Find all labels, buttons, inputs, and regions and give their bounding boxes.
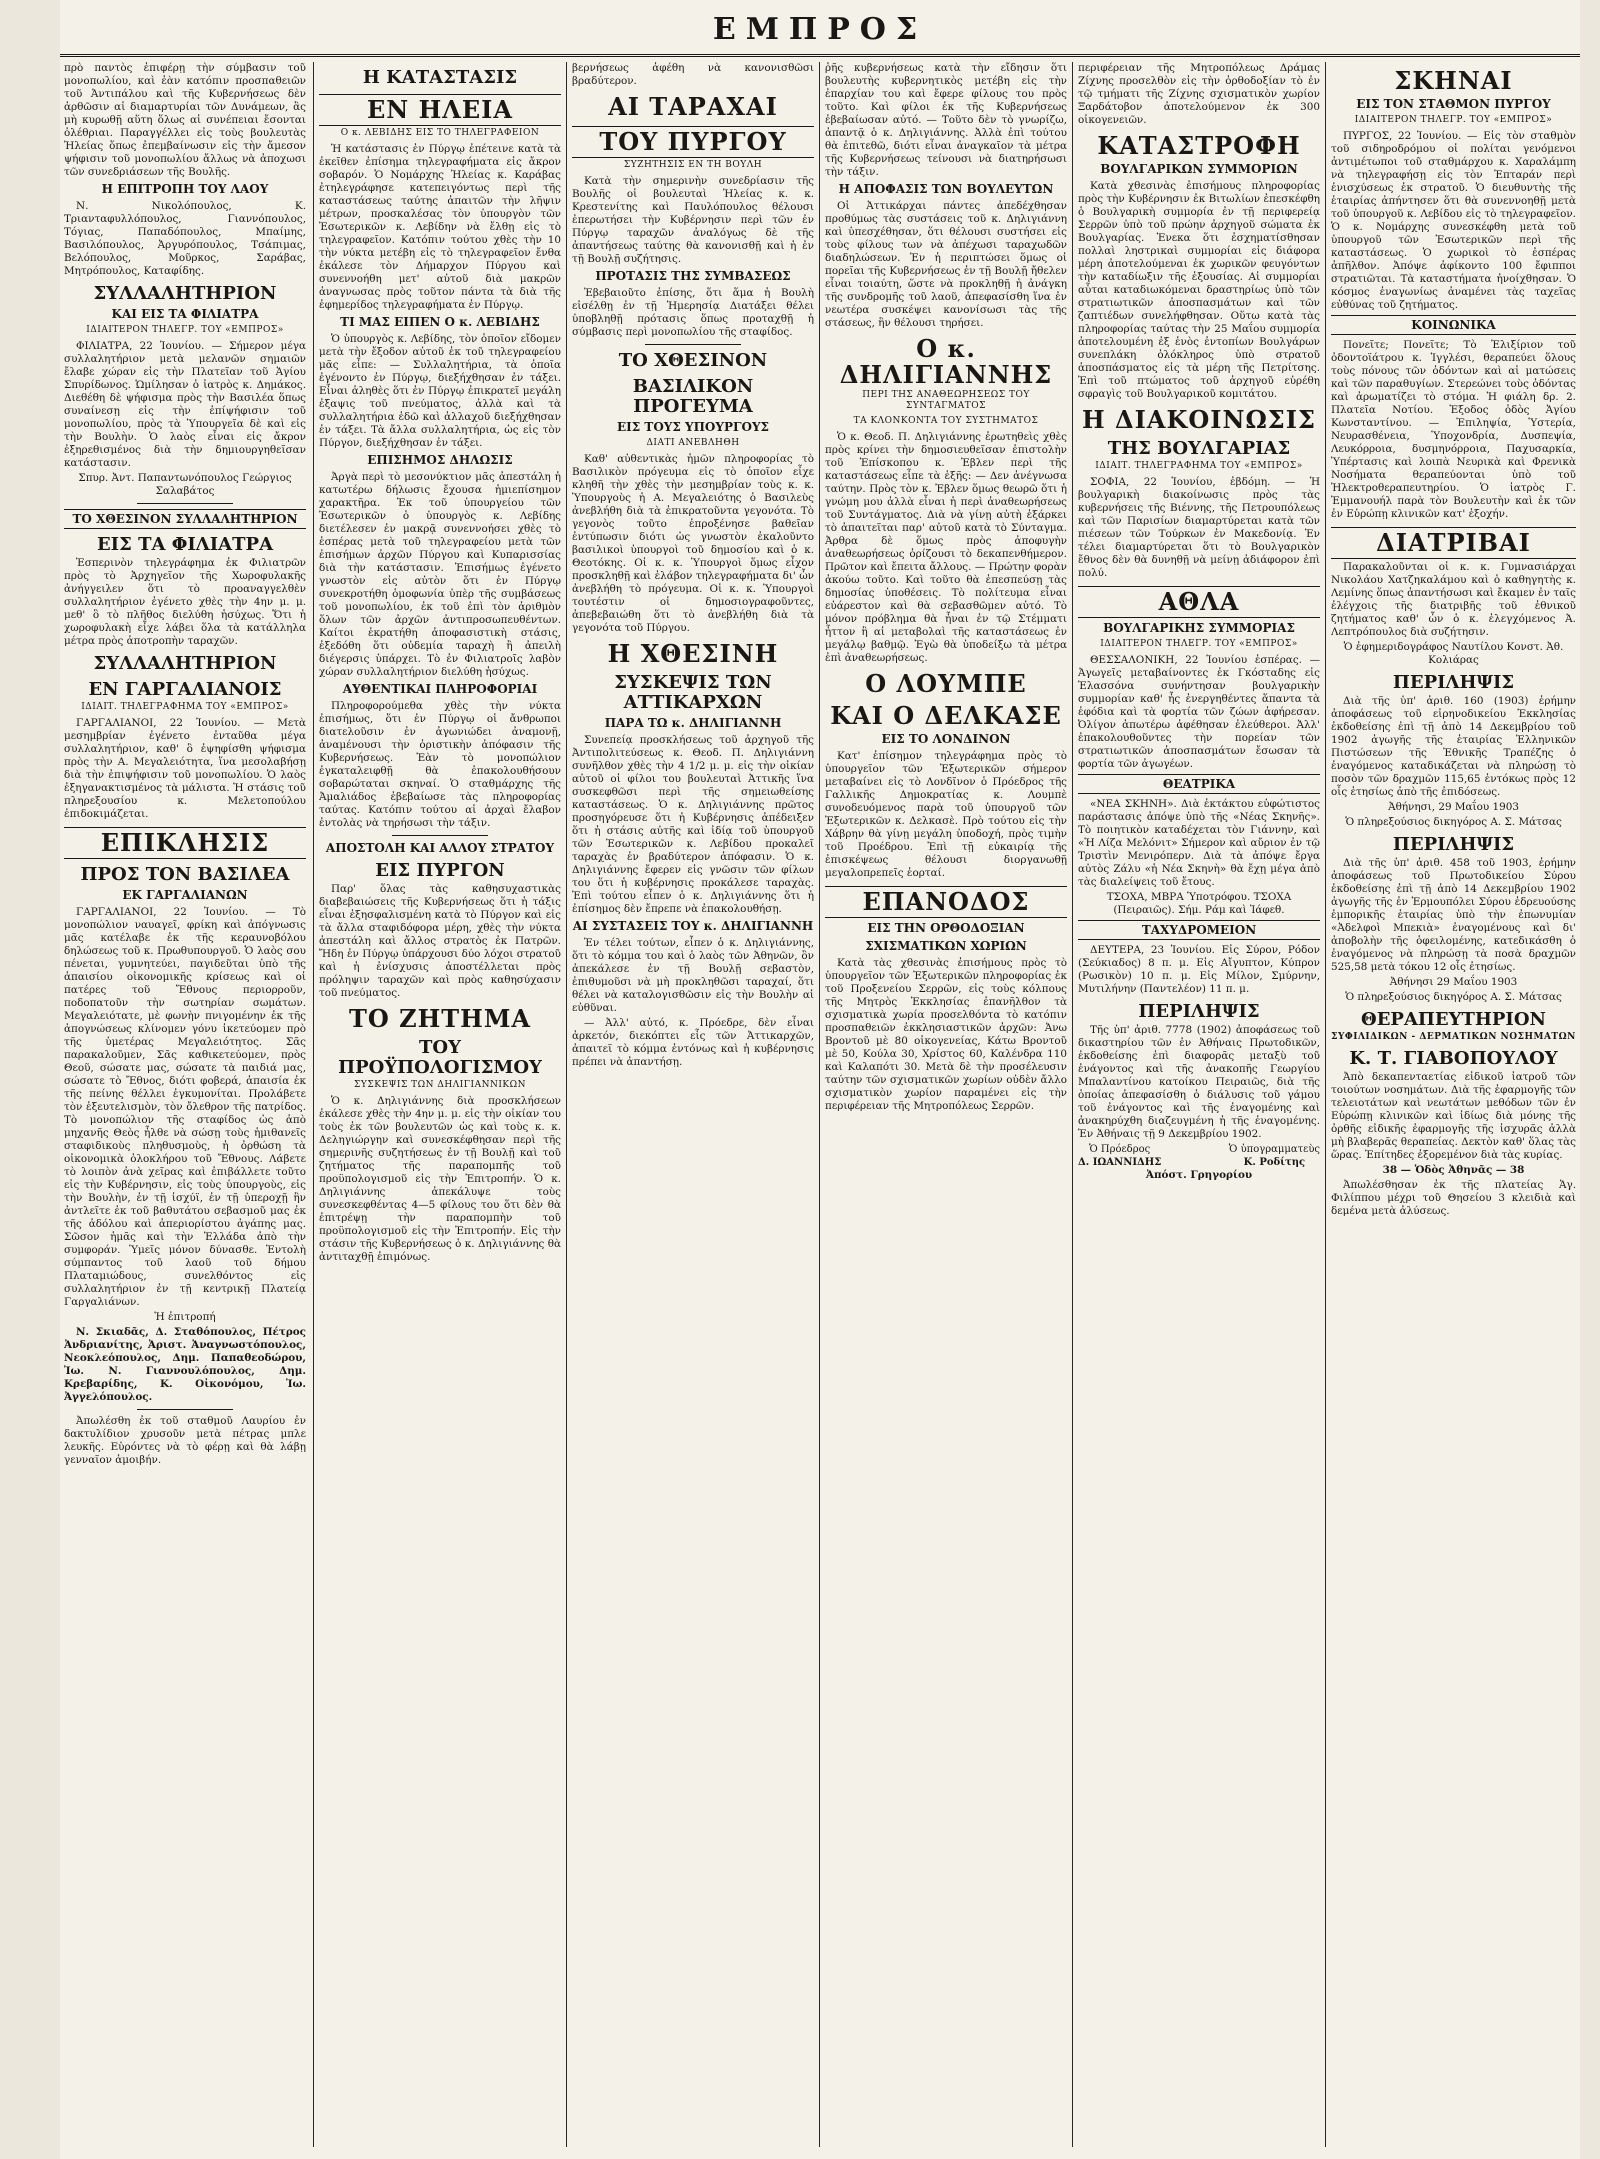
column-5 bbox=[1078, 62, 1320, 2147]
article-text: Κατὰ χθεσινὰς ἐπισήμους πληροφορίας πρὸς τὴν Κυβέρνησιν ἐκ Βιτωλίων ἐπεσκέφθη ὁ Βουλγαρικὴ συμμορία ἐν τῇ περιφερείᾳ Σερρῶν ὑπὸ τοῦ πρώην ἀρχηγοῦ σώματα ἐκ Βουλγαρίας. Ἐνεκα ὅτι ἐσχηματίσθησαν πολλαὶ ληστρικαὶ συμμορίαι εἰς διάφορα μέρη ἀποτελούμεναι ἐκ χωρικῶν φευγόντων τὴν καταδίωξιν τῆς ἐξουσίας. Αἱ συμμορίαι αὗται καταδιωκόμεναι δραστηρίως ὑπὸ τῶν στρατιωτικῶν ἀποσπασμάτων καὶ τῶν ζαπτιέδων συνελήφθησαν. Οὕτω κατὰ τὰς πληροφορίας ταύτας τὴν 25 Μαΐου συμμορία ἀποτελουμένη ἐξ ἑνὸς ἐντοπίων Βουλγάρων συνεπλάκη ὁλόκληρος ὑπὸ στρατοῦ ἀποσπάσματος εἰς τὰ μέρη τῆς Πετρίτσης. Ἐπὶ τοῦ πτώματος τοῦ ἀρχηγοῦ εὑρέθη σφραγὶς τοῦ Βουλγαρικοῦ κομιτάτου. bbox=[1078, 180, 1320, 400]
article-text: ΘΕΣΣΑΛΟΝΙΚΗ, 22 Ἰουνίου ἑσπέρας. — Ἀγωγεῖς μεταβαίνοντες ἐκ Γκόσταδης εἰς Ἐλασσόνα συνήντησαν βουλγαρικὴν συμμορίαν καθ' ἧς ἐνεργηθέντες ἅπαντα τὰ ἐφόδια καὶ τὰ φορτία τῶν ζώων ἀφήρεσαν. Ὀλίγον ἀπωτέρω ἀφέθησαν ἐλεύθεροι. Ἀλλ' ἐπακολουθοῦντες τὴν πορείαν τῶν στρατιωτικῶν ἀποσπασμάτων ἔσωσαν τὰ φορτία τῶν ἀγωγέων. bbox=[1078, 654, 1320, 770]
article-text: περιφέρειαν τῆς Μητροπόλεως Δράμας Ζίχνης προσελθὸν εἰς τὴν ὀρθοδοξίαν τὸ ἐν τῷ τμήματι τῆς Ζίχνης σχισματικὸν χωρίον Ξαρδάτοβον ἀποτελούμενον ἐκ 300 οἰκογενειῶν. bbox=[1078, 62, 1320, 126]
headline-taraxai: ΑΙ ΤΑΡΑΧΑΙ bbox=[608, 92, 778, 121]
article-text: Ἀργὰ περὶ τὸ μεσονύκτιον μᾶς ἀπεστάλη ἡ κατωτέρω δήλωσις ἔχουσα ἡμιεπίσημον χαρακτῆρα. Ἐκ τοῦ ὑπουργείου τῶν Ἐσωτερικῶν ὁ ὑπουργὸς κ. Λεβίδης διετέλεσεν ἐν μακρᾷ συνεννοήσει χθὲς τὸ ἑσπέρας μετὰ τοῦ τηλεγραφείου μετὰ τῶν ἐπισήμων ἀρχῶν Πύργου καὶ Κυπαρισσίας διὰ τὴν κατάστασιν. Ἐπισήμως ἐγένετο γνωστὸν εἰς αὐτὸν ὅτι ἐν Πύργῳ συνεκροτήθη ὁμοφωνία ὑπὲρ τῆς συμβάσεως τοῦ μονοπωλίου, ἐκ τοῦ ἐπὶ τὸν ἀριθμὸν ὅλων τῶν ἀρχῶν ἀντιπροσωπευθέντων. Καίτοι ἐκρατήθη ἀποφασιστικὴ στάσις, ἐξεδόθη ὅτι οὐδεμία ταραχὴ ἢ ἀπειλὴ διέγερσις ὑπάρχει. Τὸ ἐν Φιλιατροῖς λαβὸν χώραν συλλαλητήριον διελύθη ἡσύχως. bbox=[319, 471, 561, 678]
telegram-subhead: ΙΔΙΑΙΤΕΡΟΝ ΤΗΛΕΓΡ. ΤΟΥ «ΕΜΠΡΟΣ» bbox=[1354, 115, 1553, 125]
article-text: Ἐβεβαιοῦτο ἐπίσης, ὅτι ἅμα ἡ Βουλὴ εἰσέλθῃ ἐν τῇ Ἡμερησίᾳ Διατάξει θέλει ὑποβληθῇ πρότασις ὅπως προταχθῇ ἡ σύμβασις περὶ μονοπωλίου τῆς σταφίδος. bbox=[572, 287, 814, 338]
article-text: Διὰ τῆς ὑπ' ἀριθ. 458 τοῦ 1903, ἐρήμην ἀποφάσεως τοῦ Πρωτοδικείου Σύρου ἐκδοθείσης ἐπὶ τῇ ἀπὸ 14 Δεκεμβρίου 1902 ἀγωγῆς τῆς ἐν Ἑρμουπόλει Σύρου ἐδρευούσης ἐμπορικῆς ἑταιρίας ὑπὸ τὴν ἐπωνυμίαν «Ἀδελφοὶ Μπεκιὰ» ἐναγομένους καὶ δι' ἀποβολὴν τῆς ὁφειλομένης, κατεδικάσθη ὁ ἐναγόμενος νὰ πληρώσῃ τὰ ποσὰ δραχμῶν 525,58 μετὰ τόκου 12 οἷς ἐτησίως. bbox=[1331, 857, 1576, 973]
signature: Ν. Σκιαδᾶς, Δ. Σταθόπουλος, Πέτρος Ἀνδριανίτης, Ἀριστ. Ἀναγνωστόπουλος, Νεοκλεόπουλος, Δημ. Παπαθεοδώρου, Ἰω. Ν. Γιαννουλόπουλος, Δημ. Κρεβαρίδης, Κ. Οἰκονόμου, Ἰω. Ἀγγελόπουλος. bbox=[64, 1326, 306, 1403]
article-text: Ἑσπερινὸν τηλεγράφημα ἐκ Φιλιατρῶν πρὸς τὸ Ἀρχηγεῖον τῆς Χωροφυλακῆς ἀνήγγειλεν ὅτι τὸ προαναγγελθὲν συλλαλητήριον ἐγένετο χθὲς τὴν 4ην μ. μ. μεθ' ὃ τὸ πλῆθος διελύθη ἡσύχως. Ὅτι ἡ χωροφυλακὴ εἶχε λάβει ὅλα τὰ κατάλληλα μέτρα πρὸς ἀποτροπὴν ταραχῶν. bbox=[64, 557, 306, 647]
headline-diligiannis: Ο κ. ΔΗΛΙΓΙΑΝΝΗΣ bbox=[839, 334, 1053, 389]
headline-gargalianoi: ΕΝ ΓΑΡΓΑΛΙΑΝΟΙΣ bbox=[88, 679, 282, 700]
headline-athla: ΑΘΛΑ bbox=[1078, 586, 1320, 618]
article-text: Ἐν τέλει τούτων, εἶπεν ὁ κ. Δηλιγιάννης, ὅτι τὸ κόμμα του καὶ ὁ λαὸς τῶν Ἀθηνῶν, ὃν ἀπεκάλεσε ἐν τῇ Βουλῇ σεβαστὸν, ἐπιθυμοῦσι νὰ μὴ προκληθῶσι ταραχαί, ὅτι θέλει νὰ καταλογισθῶσιν εἰς τὴν Βουλὴν αἱ εὐθῦναι. bbox=[572, 937, 814, 1014]
headline-chthesini: Η ΧΘΕΣΙΝΗ bbox=[607, 639, 779, 668]
signature-block bbox=[1078, 1143, 1320, 1169]
headline-vasilikon-progeuma: ΒΑΣΙΛΙΚΟΝ ΠΡΟΓΕΥΜΑ bbox=[632, 376, 754, 417]
headline-proypologismou: ΤΟΥ ΠΡΟΫΠΟΛΟΓΙΣΜΟΥ bbox=[338, 1037, 542, 1078]
committee-title: Η ΕΠΙΤΡΟΠΗ ΤΟΥ ΛΑΟΥ bbox=[101, 182, 269, 196]
newspaper-title: ΕΜΠΡΟΣ bbox=[712, 12, 928, 47]
headline-diakoinosis: Η ΔΙΑΚΟΙΝΩΣΙΣ bbox=[1082, 405, 1316, 434]
headline-en-ileia: ΕΝ ΗΛΕΙΑ bbox=[319, 94, 561, 126]
column-rule bbox=[819, 62, 820, 2147]
theatre-list: ΤΣΟΧΑ, ΜΒΡΑ Ὑποτρόφου. ΤΣΟΧΑ (Πειραιῶς). Σήμ. Ράμ καὶ Ἰάφεθ. bbox=[1106, 891, 1292, 916]
signature-name: Δ. ΙΩΑΝΝΙΔΗΣ bbox=[1078, 1157, 1162, 1168]
signature-title: Ὁ ὑπογραμματεὺς bbox=[1228, 1144, 1320, 1155]
headline-symmorias: ΒΟΥΛΓΑΡΙΚΗΣ ΣΥΜΜΟΡΙΑΣ bbox=[1103, 621, 1295, 635]
signature-title: Ἡ ἐπιτροπή bbox=[154, 1311, 216, 1323]
article-text: Παρακαλοῦνται οἱ κ. κ. Γυμνασιάρχαι Νικολάου Χατζηκαλάμου καὶ ὁ καθηγητὴς κ. Λεμίνης ὅπως ἀπαντήσωσι καὶ ἔκαμεν ἐν ταῖς ἐλέγχοις τῆς διατριβῆς τοῦ ἐθνικοῦ ζητήματος καθ' ὧν ὁ κ. ἐλεγχόμενος Ἀ. Λεπτρόπουλος διὰ συζήτησιν. bbox=[1331, 561, 1576, 638]
headline-syllalitirion: ΣΥΛΛΑΛΗΤΗΡΙΟΝ bbox=[93, 283, 277, 304]
headline-taxydromeion: ΤΑΧΥΔΡΟΜΕΙΟΝ bbox=[1078, 920, 1320, 940]
article-text: Καθ' αὐθεντικὰς ἡμῶν πληροφορίας τὸ Βασιλικὸν πρόγευμα εἰς τὸ ὁποῖον εἶχε κληθῆ τὴν χθὲς τὴν μεσημβρίαν τοὺς κ. κ. Ὑπουργοὺς ἡ Α. Μεγαλειότης ὁ Βασιλεὺς ἀνεβλήθη διὰ τὰ ἐπικρατοῦντα γεγονότα. Τὸ γεγονὸς τοῦτο ἐπροξένησε βαθεῖαν ἐντύπωσιν διότι ὡς γνωστὸν ἐκαλοῦντο βασιλικοὶ ὑπουργοὶ τοῦ δημοσίου καὶ ὁ κ. Θεοτόκης. Οἱ κ. κ. Ὑπουργοὶ ὅμως εἶχον προσκληθῇ καὶ ἐλάβον τηλεγραφήματα δι' ὧν ἀνεβλήθη τὸ πρόγευμα. Οἱ κ. κ. Ὑπουργοὶ τουτέστιν οἱ δημοσιογραφοῦντες, ἀπεβεβαιώθη ὅτι τὸ ἀνεβλήθη διὰ τὰ γεγονότα τοῦ Πύργου. bbox=[572, 453, 814, 634]
headline-voulgarikon: ΒΟΥΛΓΑΡΙΚΩΝ ΣΥΜΜΟΡΙΩΝ bbox=[1100, 162, 1298, 176]
headline-katastrofi: ΚΑΤΑΣΤΡΟΦΗ bbox=[1097, 131, 1301, 160]
headline-tou-pyrgou: ΤΟΥ ΠΥΡΓΟΥ bbox=[572, 126, 814, 158]
article-text: Ὁ κ. Θεοδ. Π. Δηλιγιάννης ἐρωτηθεὶς χθὲς πρὸς κρίνει τὴν δημοσιευθεῖσαν ἐπιστολὴν τοῦ Ἐπίσκοπου κ. Ἐβλεν περὶ τῆς καταστάσεως εἶπε τὰ ἑξῆς: — Δεν ἀνέγνωσα ταύτην. Πρὸς τὸν κ. Ἐβλεν ὅμως θεωρῶ ὅτι ἡ γνώμη μου ἀλλὰ εἶναι ἡ περὶ ἀναθεωρήσεως τοῦ Συντάγματος. Διὰ νὰ γίνῃ αὐτὴ ἐξάρκει τὸ ἀπαιτεῖται παρ' αὐτοῦ κατὰ τὸ Σύνταγμα. Ἀρθρα δὲ ὅμως πρὸς ἀποφυγὴν ἀναθεωρήσεως ὁρίζουσι τὸ δεκαπενθήμερον. Πρῶτον καὶ ἔπειτα ἄλλους. — Πρώτην φορὰν ἀκούω τοῦτο. Καὶ τοῦτο θὰ ἐπεσπεύσῃ τὰς δημοσίας ὑποθέσεις. Τὸ πολίτευμα εἶναι εὐάρεστον καὶ θὰ σεβασθῶμεν αὐτό. Τὸ μόνον πρόβλημα θὰ ἦναι ἐν τῷ Στέμματι ἧττον ἢ αἱ μεταβολαὶ τῆς καταστάσεως ἐν μεγάλῳ βαθμῷ. Ἐγὼ θὰ ὑποδείξω τὰ μέτρα ἐπὶ ἀναθεωρήσεως. bbox=[825, 431, 1067, 664]
headline-apostoli: ΑΠΟΣΤΟΛΗ ΚΑΙ ΑΛΛΟΥ ΣΤΡΑΤΟΥ bbox=[325, 841, 555, 855]
divider bbox=[137, 1409, 234, 1410]
headline-systaseis: ΑΙ ΣΥΣΤΑΣΕΙΣ ΤΟΥ κ. ΔΗΛΙΓΙΑΝΝΗ bbox=[572, 919, 814, 933]
telegram-subhead: ΙΔΙΑΙΤ. ΤΗΛΕΓΡΑΦΗΜΑ ΤΟΥ «ΕΜΠΡΟΣ» bbox=[81, 702, 289, 712]
article-text: — Ἀλλ' αὐτό, κ. Πρόεδρε, δὲν εἶναι ἀρκετόν, διεκόπτει εἷς τῶν Ἀττικαρχῶν, ἀπαιτεῖ τὸ κόμμα ἐντόνως καὶ ἡ κυβέρνησις πρέπει νὰ ἀπαντήσῃ. bbox=[572, 1017, 814, 1068]
headline-voulgarias: ΤΗΣ ΒΟΥΛΓΑΡΙΑΣ bbox=[1107, 438, 1291, 459]
headline-authentikai: ΑΥΘΕΝΤΙΚΑΙ ΠΛΗΡΟΦΟΡΙΑΙ bbox=[342, 682, 538, 696]
signature: Ἀπόστ. Γρηγορίου bbox=[1145, 1169, 1253, 1181]
telegram-subhead: ΙΔΙΑΙΤ. ΤΗΛΕΓΡΑΦΗΜΑ ΤΟΥ «ΕΜΠΡΟΣ» bbox=[1095, 461, 1303, 471]
masthead bbox=[60, 8, 1580, 54]
committee-names: Ν. Νικολόπουλος, Κ. Τριανταφυλλόπουλος, Γιαννόπουλος, Τόγιας, Παπαδόπουλος, Μπαίμης, Βασιλόπουλος, Ἀργυρόπουλος, Τσάπιμας, Βελόπουλος, Μοῦρκος, Σαράβας, Μητρόπουλος, Καταφίδης. bbox=[64, 200, 306, 277]
signature: Ὁ ἐφημεριδογράφος Ναυτίλου Κονστ. Ἀθ. Κολιάρας bbox=[1343, 641, 1564, 666]
headline-epanodos: ΕΠΑΝΟΔΟΣ bbox=[825, 886, 1067, 918]
headline-ypourgous: ΕΙΣ ΤΟΥΣ ΥΠΟΥΡΓΟΥΣ bbox=[617, 420, 769, 434]
headline-pros-vasilea: ΠΡΟΣ ΤΟΝ ΒΑΣΙΛΕΑ bbox=[80, 864, 290, 885]
article-text: ΠΥΡΓΟΣ, 22 Ἰουνίου. — Εἰς τὸν σταθμὸν τοῦ σιδηροδρόμου οἱ πολίται γενόμενοι ἀντιμέτωποι τοῦ σταθμάρχου κ. Χαραλάμπη νὰ τηλεγραφήσῃ εἰς τὸν Ἐπταράν περὶ ἐνισχύσεως ἐκ στρατοῦ. Ὁ διευθυντὴς τῆς ἑταιρίας ἀπήντησεν ὅτι θὰ συνεννοηθῇ μετὰ τοῦ ὑπουργοῦ κ. Λεβίδου εἰς τὸ τηλεγραφεῖον. Ὁ κ. Νομάρχης συνεσκέφθη μετὰ τοῦ ὑπουργοῦ τῶν Ἐσωτερικῶν περὶ τῆς καταστάσεως. Ὁ χωρικοὶ τὸ ἐσπέρας ἀπῆλθον. Ἀπόψε ἀφίκοντο 100 ἔφιπποι στρατιῶται. Τὰ καταστήματα ἠνοίχθησαν. Ὁ κόσμος ἐναγωνίως ἀναμένει τὰς ταχεῖας εὐθύνας τοῦ ζητήματος. bbox=[1331, 130, 1576, 311]
classified-ad: Ἀπωλέσθησαν ἐκ τῆς πλατείας Ἁγ. Φιλίππου μέχρι τοῦ Θησείου 3 κλειδιὰ καὶ δεμένα μετὰ ἀλύσεως. bbox=[1331, 1179, 1576, 1217]
signature: Ὁ πληρεξούσιος δικηγόρος Α. Σ. Μάτσας bbox=[1345, 816, 1562, 828]
headline-schismatikon: ΣΧΙΣΜΑΤΙΚΩΝ ΧΩΡΙΩΝ bbox=[865, 939, 1027, 953]
subhead: ΣΥΣΚΕΨΙΣ ΤΩΝ ΔΗΛΙΓΙΑΝΝΙΚΩΝ bbox=[354, 1080, 526, 1090]
article-text: πρὸ παντὸς ἐπιφέρῃ τὴν σύμβασιν τοῦ μονοπωλίου, καὶ ἐὰν κατόπιν προσπαθειῶν τοῦ Ἀντιπάλου καὶ τῆς Κυβερνήσεως δὲν ἀρθῶσιν αἱ διαμαρτυρίαι τῶν Δυνάμεων, ἂς μὴ κυρωθῇ αὕτη ὅλως αἱ συνέπειαι ἔσονται ὀλέθριαι. Παραγγέλλει εἰς τοὺς βουλευτὰς Ἠλείας ὅπως ἐπεμβαίνωσιν εἰς τὴν ἄμεσον ψήφισιν τοῦ μονοπωλίου ἄλλως νὰ ἀποχωσι τῶν συνεδριάσεων τῆς Βουλῆς. bbox=[64, 62, 306, 178]
headline-skinai: ΣΚΗΝΑΙ bbox=[1394, 66, 1513, 95]
signature-name: Κ. Ροδίτης bbox=[1243, 1157, 1306, 1168]
article-text: Κατὰ τὰς χθεσινὰς ἐπισήμους πρὸς τὸ ὑπουργεῖον τῶν Ἐξωτερικῶν πληροφορίας ἐκ τοῦ Προξενείου Σερρῶν, εἰς τοὺς κόλπους τῆς Μητρὸς Ἐκκλησίας ἐπανῆλθον τὰ σχισματικὰ χωρία προσελθόντα τὸ κατόπιν προσπαθειῶν ἐκκλησιαστικῶν ἀρχῶν: Ἀνω Βροντοῦ μὲ 80 οἰκογενείας, Κάτω Βροντοῦ μὲ 50, Κούλα 30, Χρίστος 60, Καλένδρα 110 καὶ Καλαπότι 30. Μετὰ δὲ τὴν προσέλευσιν ταύτην τῶν σχισματικῶν χωρίων οὐδὲν ἄλλο σχισματικὸν χωρίον παραμένει εἰς τὴν περιφέρειαν τῆς Μητροπόλεως Σερρῶν. bbox=[825, 957, 1067, 1112]
article-text: «ΝΕΑ ΣΚΗΝΗ». Διὰ ἐκτάκτου εὐφώτιστος παράστασις ἀπόψε ὑπὸ τῆς «Νέας Σκηνῆς». Τὸ ποιητικὸν καταδέχεται τὸν Γιάννην, καὶ «Ἡ Λίζα Μελόνιτ» Σήμερον καὶ αὔριον ἐν τῷ Τριστὶν Μενιρόπερν. Διὰ τὰ ἀπόψε ἔργα αὐτὸς Ζάλυ «ἡ Νέα Σκηνὴ» θὰ ἔχῃ μέγα ἀπὸ τὰς διαλείψεις τοῦ ἔτους. bbox=[1078, 798, 1320, 888]
signature-title: Ὁ Πρόεδρος bbox=[1089, 1144, 1151, 1155]
telegram-subhead: ΙΔΙΑΙΤΕΡΟΝ ΤΗΛΕΓΡ. ΤΟΥ «ΕΜΠΡΟΣ» bbox=[86, 325, 284, 335]
article-text: ΓΑΡΓΑΛΙΑΝΟΙ, 22 Ἰουνίου. — Τὸ μονοπώλιον ναυαγεῖ, φρίκη καὶ ἀπόγνωσις μᾶς κατέλαβε ἐκ τῆς κεραυνοβόλου δηλώσεως τοῦ κ. Πρωθυπουργοῦ. Ὁ λαὸς σου πένεται, γυμνητεύει, παγιδεῦται ὑπὸ τῆς ἀπαισίου οἰκονομικῆς κρίσεως καὶ οἱ πατέρες τοῦ Ἔθνους περιορροῦν, ποδοπατοῦν τὴν σωτηρίαν σωμάτων. Μεγαλειότατε, μὲ φωνὴν πνιγομένην ἐκ τῆς ἀπογνώσεως κλίνομεν γόνυ ἱκετεύομεν πρὸ τῆς ὑμετέρας Μεγαλειότητος. Σᾶς παρακαλοῦμεν, Σᾶς καθικετεύομεν, πρὸς Θεοῦ, σώσατε μας, σώσατε τὰ παιδιά μας, σώσατε τὸ Ἔθνος, διότι φοβερά, ἀπαισία ἐκ τῆς πείνης θέλλει ἐγκυμονίται. Προλάβετε τὸν ἐξευτελισμὸν, τὸν ὄλεθρον τῆς πατρίδος. Τὸ μονοπώλιον τῆς σταφίδος ὡς ἀπὸ μηχανῆς Θεὸς ἦλθε νὰ σώσῃ τοὺς ἡμιθανεῖς σταφιδικοὺς πληθυσμοὺς, ἡ ὀρθώση τὰ οἰκονομικὰ ὁλοκλήρου τοῦ Ἔθνους. Λάβετε τὸ λοιπὸν ἀνὰ χεῖρας καὶ ἐπιβάλλετε τοῦτο εἰς τὴν Κυβέρνησιν, εἰς τοὺς ὑπουργοὺς, εἰς τὴν Βουλὴν, ἐν τῇ ἰσχύϊ, ἐν τῇ ὑπεροχῇ ἢν ἀντλεῖτε ἐκ τοῦ βαθυτάτου σεβασμοῦ μας ἐκ τῆς ἀδόλου καὶ ἀπεριορίστου ἀγάπης μας. Σῶσον ἡμᾶς καὶ τὴν Ἑλλάδα ἀπὸ τὴν συμφοράν. Ὑμεῖς μόνον δύνασθε. Ἐντολὴ σύμπαντος τοῦ λαοῦ τοῦ δήμου Πλαταμιώδους, συνελθόντος εἰς συλλαλητήριον ἐν τῇ κεντρικῇ Πλατείᾳ Γαργαλιάνων. bbox=[64, 906, 306, 1308]
column-rule bbox=[1325, 62, 1326, 2147]
headline-protasis: ΠΡΟΤΑΣΙΣ ΤΗΣ ΣΥΜΒΑΣΕΩΣ bbox=[595, 269, 791, 283]
subhead: ΤΑ ΚΛΟΝΚΟΝΤΑ ΤΟΥ ΣΥΣΤΗΜΑΤΟΣ bbox=[853, 416, 1039, 426]
headline-chthesinon: ΤΟ ΧΘΕΣΙΝΟΝ ΣΥΛΛΑΛΗΤΗΡΙΟΝ bbox=[64, 509, 306, 529]
headline-levidis: ΤΙ ΜΑΣ ΕΙΠΕΝ Ο κ. ΛΕΒΙΔΗΣ bbox=[340, 315, 540, 329]
column-rule bbox=[566, 62, 567, 2147]
article-text: Ὁ ὑπουργὸς κ. Λεβίδης, τὸν ὁποῖον εἴδομεν μετὰ τὴν ἔξοδον αὐτοῦ ἐκ τοῦ τηλεγραφείου μᾶς εἶπε: — Συλλαλητήρια, τὰ ὁποῖα ἐγένοντο ἐν Πύργῳ, διεξήχθησαν ἐν τάξει. Εἶναι ἀληθὲς ὅτι ἐν Πύργῳ ἐπικρατεῖ μεγάλη ἐξαψις τοῦ πνεύματος, ἀλλὰ καὶ τὰ συλλαλητήρια ἐδῶ καὶ ἀλλαχοῦ διεξήχθησαν ἐν τάξει. Τὰ ἄλλα συλλαλητήρια, ὡς εἰς τὸν Πύργον, διεξήχθησαν ἐν τάξει. bbox=[319, 333, 561, 449]
article-text: ΔΕΥΤΕΡΑ, 23 Ἰουνίου. Εἰς Σύρον, Ρόδον (Σεύκιαδος) 8 π. μ. Εἰς Αἴγυπτον, Κύπρον (Ρωσικὸν) 10 π. μ. Εἰς Μίλον, Σμύρνην, Μυτιλήνην (Παντελέον) 11 π. μ. bbox=[1078, 944, 1320, 995]
newspaper-page bbox=[60, 0, 1580, 2159]
headline-loumpe: Ο ΛΟΥΜΠΕ bbox=[865, 669, 1027, 698]
headline-filiatra-2: ΕΙΣ ΤΑ ΦΙΛΙΑΤΡΑ bbox=[96, 534, 274, 555]
subhead: Ο κ. ΛΕΒΙΔΗΣ ΕΙΣ ΤΟ ΤΗΛΕΓΡΑΦΕΙΟΝ bbox=[340, 128, 540, 138]
column-rule bbox=[313, 62, 314, 2147]
masthead-rule bbox=[60, 54, 1580, 57]
headline-perilipsis: ΠΕΡΙΛΗΨΙΣ bbox=[1138, 1001, 1260, 1022]
headline-apofasis: Η ΑΠΟΦΑΣΙΣ ΤΩΝ ΒΟΥΛΕΥΤΩΝ bbox=[838, 182, 1054, 196]
column-rule bbox=[1072, 62, 1073, 2147]
headline-katastasis: Η ΚΑΤΑΣΤΑΣΙΣ bbox=[362, 67, 518, 88]
headline-londinon: ΕΙΣ ΤΟ ΛΟΝΔΙΝΟΝ bbox=[881, 732, 1011, 746]
article-text: Κατ' ἐπίσημον τηλεγράφημα πρὸς τὸ ὑπουργεῖον τῶν Ἐξωτερικῶν σήμερον μεταβαίνει εἰς τὸ Λονδῖνον ὁ Πρόεδρος τῆς Γαλλικῆς Δημοκρατίας κ. Λουμπὲ συνοδευόμενος παρὰ τοῦ ὑπουργοῦ τῶν Ἐξωτερικῶν κ. Δελκασὲ. Πρὸ τούτου εἰς τὴν Χάβρην θὰ γίνῃ μεγάλη ὑποδοχή, πρὸς τιμὴν τοῦ Προέδρου. Ἐπὶ τῇ εὐκαιρίᾳ τῆς ἐπισκέψεως θέλουσι διοργανωθῇ μεγαλοπρεπεῖς ἑορταί. bbox=[825, 750, 1067, 879]
divider bbox=[645, 344, 742, 345]
headline-episimos-dilosis: ΕΠΙΣΗΜΟΣ ΔΗΛΩΣΙΣ bbox=[367, 453, 513, 467]
article-text: ΦΙΛΙΑΤΡΑ, 22 Ἰουνίου. — Σήμερον μέγα συλλαλητήριον μετὰ μελανῶν σημαιῶν ἔλαβε χώραν εἰς τὴν Πλατεῖαν τοῦ Ἁγίου Σπυρίδωνος. Ὡμίλησαν ὁ ἰατρὸς κ. Δημάκος. Διεθέθη δὲ ψήφισμα πρὸς τὴν Βασιλέα ὅπως συναίνεσῃ εἰς τὴν ἐπίψήφισιν τοῦ μονοπωλίου, πρὸς τὰ Ὑπουργεῖα δὲ καὶ εἰς τὴν Βουλὴν. Ὁ λαὸς εἶναι εἰς ἄκρον ἐξηρεθισμένος διὰ τὴν δημιουργηθεῖσαν κατάστασιν. bbox=[64, 340, 306, 469]
article-text: Συνεπείᾳ προσκλήσεως τοῦ ἀρχηγοῦ τῆς Ἀντιπολιτεύσεως κ. Θεοδ. Π. Δηλιγιάννη συνῆλθον χθὲς τὴν 4 1/2 μ. μ. εἰς τὴν οἰκίαν αὐτοῦ οἱ φίλοι του βουλευταὶ Ἀττικῆς ἵνα συσκεφθῶσι περὶ τῆς σημειωθείσης καταστάσεως. Ὁ κ. Δηλιγιάννης πρῶτος προσηγόρευσε ὅτι ἡ Κυβέρνησις ἀπέδειξεν ὅτι ἡ στάσις αὐτῆς καὶ ἰδίᾳ τοῦ ὑπουργοῦ τῶν Ἐσωτερικῶν κ. Λεβίδου προκαλεῖ ταραχὰς ἐν βραδύτερον ἀπόφασιν. Ὁ κ. Δηλιγιάννης ἔφερεν εἰς γνῶσιν τῶν φίλων του ὅτι ἡ κυβέρνησις προκάλεσε ταραχὰς. Ἐπὶ τούτου εἶπεν ὁ κ. Δηλιγιάννης ὅτι ἡ ἐπίσημος δὲν ἔπρεπε νὰ ἐπακολουθήσῃ. bbox=[572, 734, 814, 915]
article-text: Ἡ κατάστασις ἐν Πύργῳ ἐπέτεινε κατὰ τὰ ἐκεῖθεν ἐπίσημα τηλεγραφήματα εἰς ἄκρον σοβαρόν. Ὁ Νομάρχης Ἠλείας κ. Καράβας ἐτηλεγράφησε κατεπειγόντως περὶ τῆς καταστάσεως ταύτης ἀπαιτῶν τὴν λῆψιν μέτρων, προσκαλέσας τὸν ὑπουργὸν τῶν Ἐσωτερικῶν κ. Λεβίδην νὰ ἔλθῃ εἰς τὸ τηλεγραφεῖον. Κατόπιν τούτου χθὲς τὴν 10 τὴν νύκτα μετέβη εἰς τὸ τηλεγραφεῖον ἔνθα ἐκάλεσε τὸν Δήμαρχον Πύργου καὶ συνεννοήθη μετ' αὐτοῦ διὰ μακρῶν ἀναγνωσας πρὸς τοῦτον πάντα τὰ διὰ τῆς ἐφημερίδος τηλεγραφήματα ἐν Πύργῳ. bbox=[319, 143, 561, 311]
subhead: ΣΥΖΗΤΗΣΙΣ ΕΝ ΤΗ ΒΟΥΛΗ bbox=[623, 160, 763, 170]
headline-diatrivai: ΔΙΑΤΡΙΒΑΙ bbox=[1331, 527, 1576, 559]
article-text: ΓΑΡΓΑΛΙΑΝΟΙ, 22 Ἰουνίου. — Μετὰ μεσημβρίαν ἐγένετο ἐνταῦθα μέγα συλλαλητήριον, καθ' ὃ ἐψηφίσθη ψήφισμα πρὸς τὴν Α. Μεγαλειότητα, ἵνα μεσολαβήσῃ διὰ τὴν ἐπιψήφισιν τοῦ μονοπωλίου. Ὁ λαὸς ἐξηγανακτισμένος τὰ μάλιστα. Ἡ στάσις τοῦ πληρεξουσίου κ. Μελετοπούλου ἐπιδοκιμάζεται. bbox=[64, 717, 306, 820]
article-text: Τῆς ὑπ' ἀριθ. 7778 (1902) ἀποφάσεως τοῦ δικαστηρίου τῶν ἐν Ἀθήναις Πρωτοδικῶν, ἐκδοθείσης ἐπὶ διαφορᾶς μεταξὺ τοῦ ἐνάγοντος καὶ τῆς ἀνακοπῆς Γεωργίου Μπαλαντίνου κατοίκου Πειραιῶς, διὰ τῆς ὁποίας ἀπεφασίσθη ὁ διάλυσις τοῦ γάμου τοῦ ἐνάγοντος καὶ τῆς ἐναγομένης καὶ ἀνακηρύχθη διαζευγμένη ἡ τῆς ἐναγομένης. Ἐν Ἀθήναις τῇ 9 Δεκεμβρίου 1902. bbox=[1078, 1024, 1320, 1140]
headline-perilipsis-1: ΠΕΡΙΛΗΨΙΣ bbox=[1392, 672, 1515, 693]
subhead: ΣΥΦΙΛΙΔΙΚΩΝ - ΔΕΡΜΑΤΙΚΩΝ ΝΟΣΗΜΑΤΩΝ bbox=[1331, 1032, 1576, 1042]
column-4 bbox=[825, 62, 1067, 2147]
column-6 bbox=[1331, 62, 1576, 2147]
headline-perilipsis-2: ΠΕΡΙΛΗΨΙΣ bbox=[1392, 834, 1515, 855]
headline-syllalitirion-2: ΣΥΛΛΑΛΗΤΗΡΙΟΝ bbox=[93, 653, 277, 674]
headline-stathmon: ΕΙΣ ΤΟΝ ΣΤΑΘΜΟΝ ΠΥΡΓΟΥ bbox=[1356, 97, 1551, 111]
column-3 bbox=[572, 62, 814, 2147]
column-1 bbox=[64, 62, 306, 2147]
article-text: Οἱ Ἀττικάρχαι πάντες ἀπεδέχθησαν προθύμως τὰς συστάσεις τοῦ κ. Δηλιγιάννη καὶ ὑπεσχέθησαν, ὅτι θέλουσι συστήσει εἰς τοὺς φίλους των νὰ ἀπέχωσι ταραχωδῶν διαδηλώσεων. Ἐν ἡ περιπτώσει ὅμως οἱ πορεῖαι τῆς Κυβερνήσεως ἐν τῇ Βουλῇ ἤθελεν εἶναι τοιαύτη, ὥστε νὰ προκληθῇ ἡ ἀνάγκη τῆς συνδρομῆς τοῦ λαοῦ, ἀπεφασίσθη ἵνα ἐν νεωτέρα συσκέψει κανονίσωσι τὰς τῆς στάσεως, ἣν θέλουσι τηρήσει. bbox=[825, 200, 1067, 329]
signature: Σπυρ. Ἀντ. Παπαντωνόπουλος Γεώργιος Σαλαβάτος bbox=[78, 472, 292, 497]
headline-doctor-name: Κ. Τ. ΓΙΑΒΟΠΟΥΛΟΥ bbox=[1349, 1048, 1558, 1069]
article-text: Ὁ κ. Δηλιγιάννης διὰ προσκλήσεων ἐκάλεσε χθὲς τὴν 4ην μ. μ. εἰς τὴν οἰκίαν του τοὺς ἐκ τῶν βουλευτῶν ὡς καὶ τοὺς κ. κ. Δεληγιώργην καὶ συνεσκέφθησαν περὶ τῆς σημερινῆς συζητήσεως ἐν τῇ Βουλῇ καὶ τοῦ ζητήματος τῆς παραπομπῆς τοῦ προϋπολογισμοῦ εἰς τὴν Ἐπιτροπήν. Ὁ κ. Δηλιγιάννης ἀπεκάλυψε τοὺς συνεσκεφθέντας 4—5 φίλους του ὅτι δὲν θὰ ἐπιτρέψῃ τὴν παραπομπὴν τοῦ προϋπολογισμοῦ εἰς τὴν Ἐπιτροπήν. Εἰς τὴν στάσιν τῆς Κυβερνήσεως ὁ κ. Δηλιγιάννης θὰ ἀντιταχθῇ ἐπιμόνως. bbox=[319, 1095, 561, 1263]
date: Ἀθήνησι 29 Μαΐου 1903 bbox=[1389, 976, 1518, 988]
address: 38 — Ὁδὸς Ἀθηνᾶς — 38 bbox=[1382, 1164, 1525, 1176]
article-text: Πονεῖτε; Πονεῖτε; Τὸ Ἐλιξίριον τοῦ ὀδοντοϊάτρου κ. Ἰγγλέσι, θεραπεύει ὅλους τοὺς πόνους τῶν ὀδόντων καὶ αἱ ματώσεις καὶ τῶν παραθυγίων. Στερεώνει τοὺς ὀδόντας καὶ ἀρωματίζει τὸ στόμα. Ἡ φιάλη δρ. 2. Πλατεῖα Νοτίου. Ἐξοδος ὁδὸς Ἁγίου Κωνσταντίνου. — Ἐπιληψία, Ὑστερία, Νευρασθένεια, Ὑποχονδρία, Δυσπεψία, Λευκόρροια, δυσμηνόρροια, Παχυσαρκία, Ὑπέρτασις καὶ λοιπὰ Νευρικὰ καὶ Φρενικὰ Νοσήματα θεραπεύονται ὑπὸ τοῦ Ἠλεκτροθεραπευτηρίου. Ὁ ἰατρὸς Γ. Ἐμμανουήλ παρὰ τὸν Βουλευτὴν καὶ ἐκ τῶν ἐν Εὐρώπῃ κλινικῶν κατ' ἐξοχήν. bbox=[1331, 339, 1576, 520]
article-text: ΣΟΦΙΑ, 22 Ἰουνίου, ἐβδόμη. — Ἡ βουλγαρικὴ διακοίνωσις πρὸς τὰς κυβερνήσεις τῆς Βιέννης, τῆς Πετρουπόλεως καὶ τῶν Παρισίων διαμαρτύρεται κατὰ τῶν πιέσεων τῶν Τούρκων ἐν Μακεδονίᾳ. Ἐν τέλει διαμαρτύρεται ὅτι τὸ Βουλγαρικὸν ἔθνος δὲν θὰ δυνηθῇ νὰ μείνῃ ἀδιάφορον ἐπὶ πολύ. bbox=[1078, 476, 1320, 579]
article-text: ῥῆς κυβερνήσεως κατὰ τὴν εἴδησιν ὅτι βουλευτὴς κυβερνητικὸς μετέβη εἰς τὴν ἐπαρχίαν του καὶ ἔφερε φίλους του πρὸς τοῦτο. Καὶ φίλοι ἐκ τῆς Κυβερνήσεως ἐβεβαίωσαν αὐτό. — Τοῦτο δὲν τὸ γνωρίζω, ἀπαντᾷ ὁ κ. Δηλιγιάννης. Ἀλλὰ ἐπὶ τούτου θὰ ἐπιτεθῶ, διότι εἶναι ἀναγκαῖον τὰ μέτρα τῆς Κυβερνήσεως τείνουσι νὰ διατηρήσωσι τὴν τάξιν. bbox=[825, 62, 1067, 178]
telegram-subhead: ΙΔΙΑΙΤΕΡΟΝ ΤΗΛΕΓΡ. ΤΟΥ «ΕΜΠΡΟΣ» bbox=[1100, 639, 1298, 649]
signature: Ὁ πληρεξούσιος δικηγόρος Α. Σ. Μάτσας bbox=[1345, 991, 1562, 1003]
headline-epiklisis: ΕΠΙΚΛΗΣΙΣ bbox=[64, 827, 306, 859]
subhead-gargalianon: ΕΚ ΓΑΡΓΑΛΙΑΝΩΝ bbox=[122, 888, 248, 902]
divider bbox=[137, 503, 234, 504]
article-text: Παρ' ὅλας τὰς καθησυχαστικὰς διαβεβαιώσεις τῆς Κυβερνήσεως ὅτι ἡ τάξις εἶναι ἐξησφαλισμένη κατὰ τὸ Πύργον καὶ εἰς τὰ ἄλλα σταφιδόφορα μέρη, χθὲς τὴν νύκτα ἀπεστάλη καὶ ἄλλος στρατὸς ἐκ Πατρῶν. Ἤδη ἐν Πύργῳ ὑπάρχουσι δύο λόχοι στρατοῦ καὶ ἡ ἐνίσχυσις ἀποστέλλεται πρὸς πρόληψιν ταραχῶν καὶ πρὸς καθησύχασιν τοῦ πνεύματος. bbox=[319, 883, 561, 999]
headline-therapeftirion: ΘΕΡΑΠΕΥΤΗΡΙΟΝ bbox=[1361, 1009, 1546, 1030]
signature-left bbox=[1078, 1143, 1161, 1169]
column-2 bbox=[319, 62, 561, 2147]
headline-delkase: ΚΑΙ Ο ΔΕΛΚΑΣΕ bbox=[830, 701, 1062, 730]
headline-chthesinon: ΤΟ ΧΘΕΣΙΝΟΝ bbox=[618, 350, 768, 371]
headline-orthodoxian: ΕΙΣ ΤΗΝ ΟΡΘΟΔΟΞΙΑΝ bbox=[867, 921, 1025, 935]
classified-ad: Ἀπωλέσθη ἐκ τοῦ σταθμοῦ Λαυρίου ἐν δακτυλίδιον χρυσοῦν μετὰ πέτρας μπλε λευκῆς. Εὑρόντες νὰ τὸ φέρῃ καὶ θὰ λάβῃ γενναῖον ἀμοιβήν. bbox=[64, 1415, 306, 1466]
headline-theatrika: ΘΕΑΤΡΙΚΑ bbox=[1078, 774, 1320, 794]
article-text: Κατὰ τὴν σημερινὴν συνεδρίασιν τῆς Βουλῆς οἱ βουλευταὶ Ἠλείας κ. κ. Κρεστενίτης καὶ Παυλόπουλος θέλουσι ἐπερωτήσει τὴν Κυβέρνησιν περὶ τῶν ἐν Πύργῳ ταραχῶν ἀναλόγως δὲ τῆς ἀπαντήσεως ταύτης θὰ κανονισθῇ καὶ ἡ ἐν τῇ Βουλῇ συζήτησις. bbox=[572, 175, 814, 265]
subhead: ΔΙΑΤΙ ΑΝΕΒΛΗΘΗ bbox=[646, 438, 740, 448]
article-text: Ἀπὸ δεκαπενταετίας εἰδικοῦ ἰατροῦ τῶν τοιούτων νοσημάτων. Διὰ τῆς ἐφαρμογῆς τῶν τελειοτάτων καὶ νεωτάτων μεθόδων τῶν ἐν Εὐρώπῃ κλινικῶν καὶ ἰδίως διὰ μόνης τῆς ὀρθῆς εἰδικῆς ἐφαρμογῆς τῆς ἰσχυρᾶς ἀλλὰ μὴ βλαβερᾶς θεραπείας. Δεκτὸν καθ' ὅλας τὰς ὥρας. Ἐπίτηδες ἐξορεμένον διὰ τὰς κυρίας. bbox=[1331, 1071, 1576, 1161]
article-text: Διὰ τῆς ὑπ' ἀριθ. 160 (1903) ἐρήμην ἀποφάσεως τοῦ εἰρηνοδικείου Ἐκκλησίας ἐκδοθείσης ἐπὶ τῇ ἀπὸ 14 Δεκεμβρίου τοῦ 1902 ἀγωγῆς τῆς ἑταιρίας Ἐλληνικῶν Πιστώσεων τῆς Ἐθνικῆς Τραπέζης ὁ ἐναγόμενος καταδικάζεται νὰ πληρώσῃ τὸ ποσὸν τῶν δραχμῶν 115,65 ἐντόκως πρὸς 12 οἷς ἐτησίως ἀπὸ τῆς ἐπιδόσεως. bbox=[1331, 695, 1576, 798]
headline-koinonika: ΚΟΙΝΩΝΙΚΑ bbox=[1331, 315, 1576, 335]
headline-zitima: ΤΟ ΖΗΤΗΜΑ bbox=[348, 1004, 532, 1033]
article-text: Πληροφορούμεθα χθὲς τὴν νύκτα ἐπισήμως, ὅτι ἐν Πύργῳ οἱ ἄνθρωποι διατελοῦσιν ἐν ἀγωνιώδει ἀναμονῇ, ἀναμένουσι τὴν ὁριστικὴν ἀπόφασιν τῆς Κυβερνήσεως. Ἐὰν τὸ μονοπώλιον ἐγκαταλειφθῇ θὰ ἐπακολουθήσουν σοβαρώταται σκηναί. Ὁ σταθμάρχης τῆς Ἀμαλιάδος ἐβεβαίωσε τὰς πληροφορίας ταύτας. Κατόπιν τούτου αἱ ἀρχαὶ ἔλαβον ἐντολὰς νὰ τηρήσωσι τὴν τάξιν. bbox=[319, 700, 561, 829]
divider bbox=[392, 835, 489, 836]
headline-eis-pyrgon: ΕΙΣ ΠΥΡΓΟΝ bbox=[375, 860, 505, 881]
article-text: βερνήσεως ἀφέθη νὰ κανονισθῶσι βραδύτερον. bbox=[572, 62, 814, 87]
headline-syskepsis: ΣΥΣΚΕΨΙΣ ΤΩΝ ΑΤΤΙΚΑΡΧΩΝ bbox=[614, 672, 772, 713]
headline-para-diligianni: ΠΑΡΑ ΤΩ κ. ΔΗΛΙΓΙΑΝΝΗ bbox=[604, 716, 782, 730]
date: Ἀθήνησι, 29 Μαΐου 1903 bbox=[1388, 801, 1519, 813]
signature-right bbox=[1229, 1143, 1320, 1169]
headline-filiatra: ΚΑΙ ΕΙΣ ΤΑ ΦΙΛΙΑΤΡΑ bbox=[111, 307, 259, 321]
subhead: ΠΕΡΙ ΤΗΣ ΑΝΑΘΕΩΡΗΣΕΩΣ ΤΟΥ ΣΥΝΤΑΓΜΑΤΟΣ bbox=[862, 390, 1030, 411]
